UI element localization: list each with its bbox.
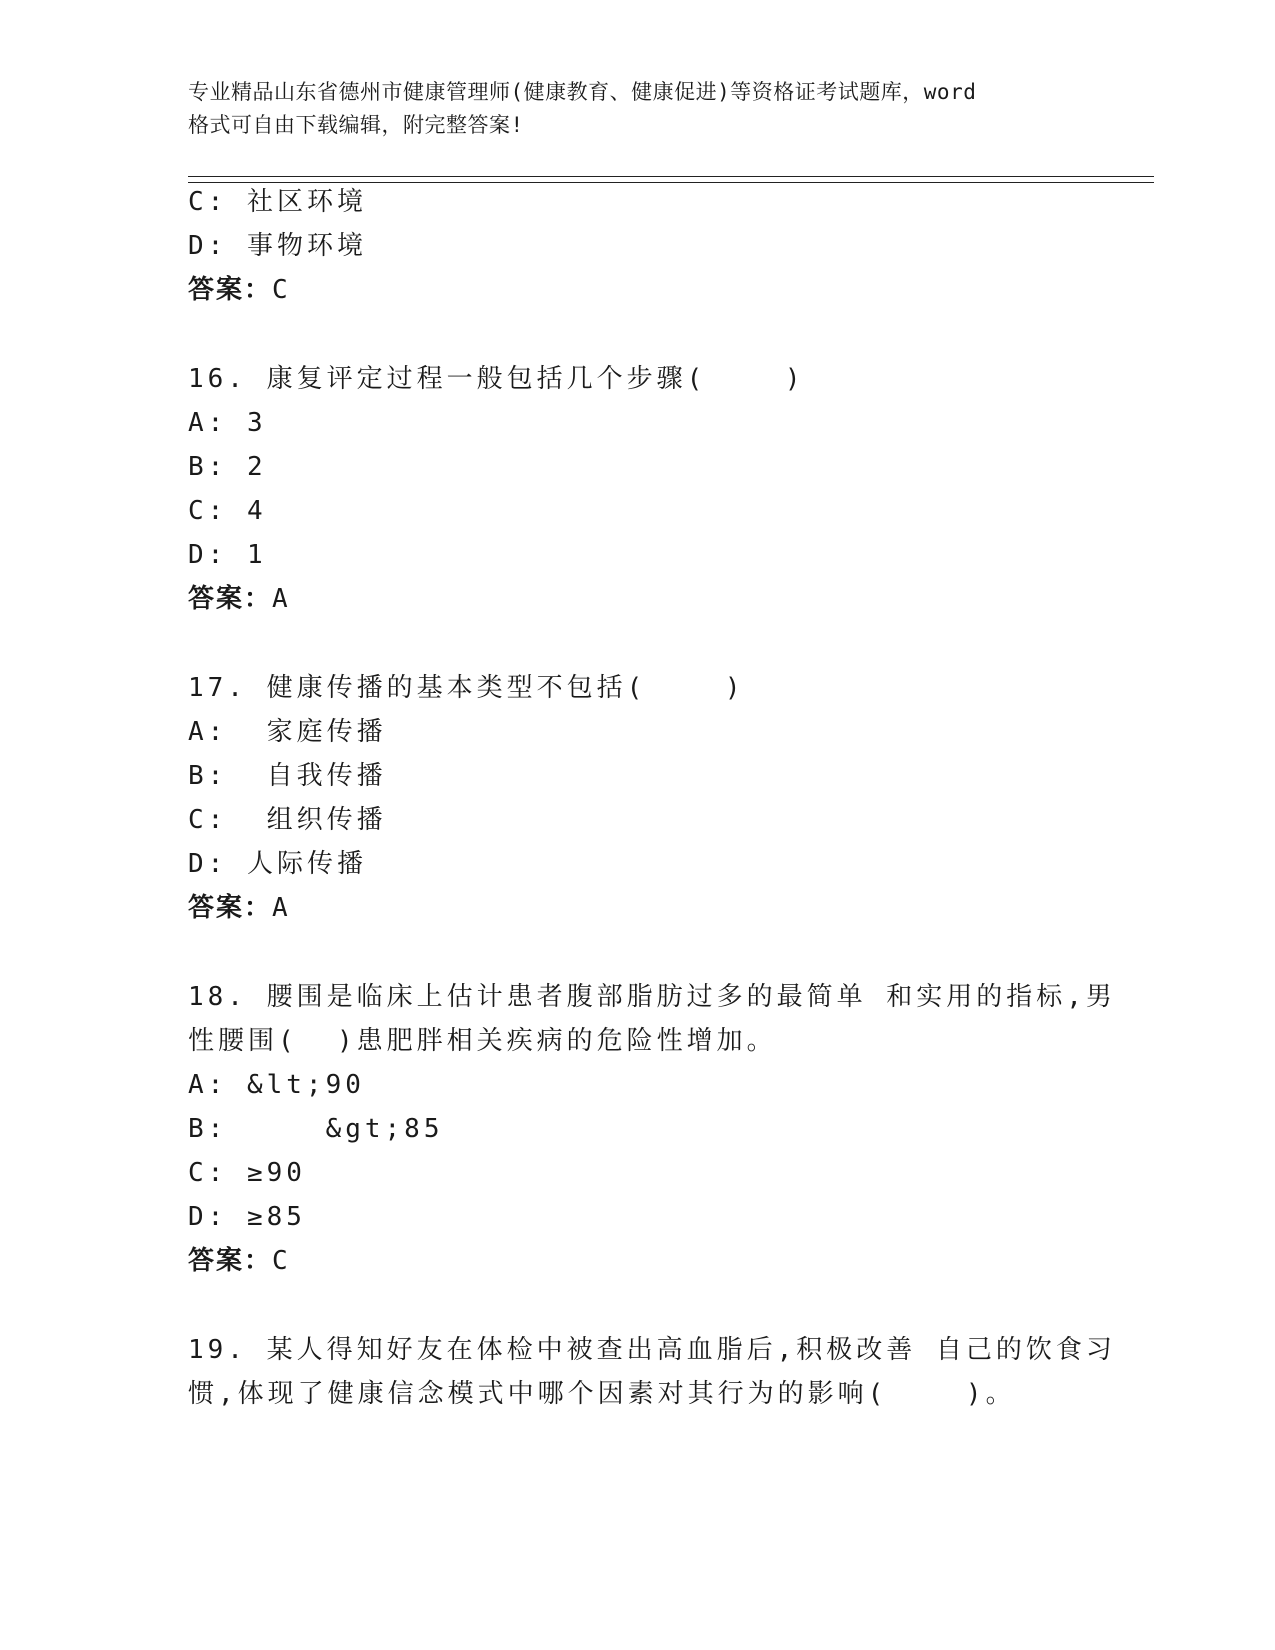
question-19-stem-line-1: 19. 某人得知好友在体检中被查出高血脂后,积极改善 自己的饮食习 [188, 1335, 1116, 1365]
answer-value: A [272, 584, 290, 614]
header-divider-bottom [188, 182, 1154, 183]
question-17-stem: 17. 健康传播的基本类型不包括( ) [188, 673, 745, 703]
question-17-option-c: C: 组织传播 [188, 805, 387, 835]
question-18-option-b: B: &gt;85 [188, 1114, 444, 1144]
answer-value: C [272, 275, 290, 305]
answer-value: A [272, 893, 290, 923]
question-18-option-d: D: ≥85 [188, 1202, 306, 1232]
question-18-stem-line-1: 18. 腰围是临床上估计患者腹部脂肪过多的最简单 和实用的指标,男 [188, 982, 1116, 1012]
header-line-1: 专业精品山东省德州市健康管理师(健康教育、健康促进)等资格证考试题库，word [188, 80, 977, 104]
question-18-answer [188, 1244, 290, 1278]
answer-label: 答案： [188, 275, 273, 305]
question-19-stem-line-2: 惯,体现了健康信念模式中哪个因素对其行为的影响( )。 [188, 1379, 1016, 1409]
header-line-2: 格式可自由下载编辑，附完整答案! [188, 113, 524, 137]
answer-label: 答案： [188, 584, 273, 614]
answer-label: 答案： [188, 1246, 273, 1276]
question-18-option-a: A: &lt;90 [188, 1070, 365, 1100]
header-divider-top [188, 176, 1154, 177]
answer-value: C [272, 1246, 290, 1276]
question-16-stem: 16. 康复评定过程一般包括几个步骤( ) [188, 364, 805, 394]
option-d: D: 事物环境 [188, 231, 367, 261]
answer-label: 答案： [188, 893, 273, 923]
question-16-answer [188, 582, 290, 616]
question-17-option-a: A: 家庭传播 [188, 717, 387, 747]
question-17-answer [188, 891, 290, 925]
question-16-option-d: D: 1 [188, 540, 267, 570]
question-18-option-c: C: ≥90 [188, 1158, 306, 1188]
option-c: C: 社区环境 [188, 187, 367, 217]
question-16-option-c: C: 4 [188, 496, 267, 526]
question-17-option-b: B: 自我传播 [188, 761, 387, 791]
document-header [188, 76, 1088, 142]
question-17-option-d: D: 人际传播 [188, 849, 367, 879]
question-16-option-b: B: 2 [188, 452, 267, 482]
question-16-option-a: A: 3 [188, 408, 267, 438]
answer-line [188, 273, 290, 307]
question-18-stem-line-2: 性腰围( )患肥胖相关疾病的危险性增加。 [188, 1026, 777, 1056]
